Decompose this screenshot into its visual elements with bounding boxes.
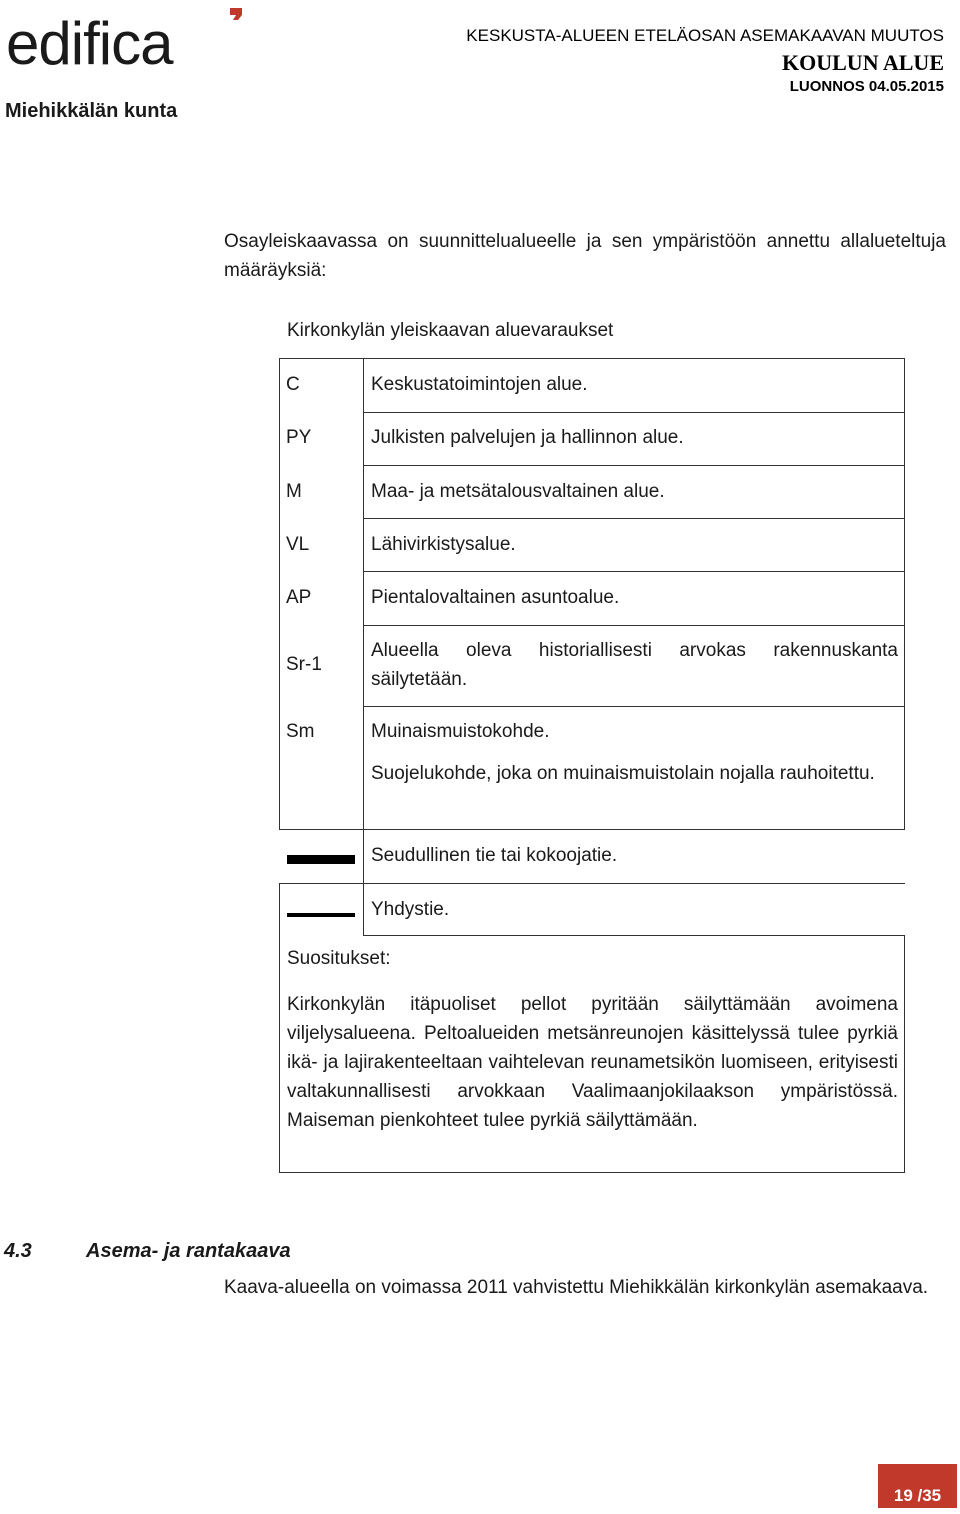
table-row-divider — [363, 625, 905, 626]
table-row-divider — [363, 706, 905, 707]
intro-paragraph: Osayleiskaavassa on suunnittelualueelle ja sen ympäristöön annettu allalueteltuja määräyksiä: — [224, 231, 946, 281]
recommendations-border-left — [279, 935, 280, 1173]
regional-road-symbol — [287, 855, 355, 864]
zone-description: Pientalovaltainen asuntoalue. — [371, 587, 620, 608]
zone-description: Muinaismuistokohde. — [371, 721, 550, 742]
table-row-divider — [279, 829, 905, 830]
zone-code: AP — [286, 587, 312, 608]
table-border-left-lower — [279, 883, 280, 935]
logo-text: edifica — [6, 10, 173, 72]
zone-code: Sr-1 — [286, 654, 322, 675]
zone-code: VL — [286, 534, 310, 555]
table-row-divider — [279, 883, 905, 884]
project-title: KESKUSTA-ALUEEN ETELÄOSAN ASEMAKAAVAN MUUTOS — [466, 26, 944, 45]
table-row-divider — [363, 571, 905, 572]
zone-description: Maa- ja metsätalousvaltainen alue. — [371, 481, 665, 502]
edifica-logo — [6, 6, 246, 72]
zone-code: PY — [286, 427, 312, 448]
page-number: 19 /35 — [893, 1486, 942, 1505]
project-subtitle: KOULUN ALUE — [782, 50, 944, 75]
zone-description: Julkisten palvelujen ja hallinnon alue. — [371, 427, 684, 448]
zone-description: Lähivirkistysalue. — [371, 534, 516, 555]
section-number: 4.3 — [4, 1240, 32, 1262]
road-description: Seudullinen tie tai kokoojatie. — [371, 845, 618, 866]
table-row-divider — [363, 412, 905, 413]
municipality-name: Miehikkälän kunta — [5, 100, 178, 122]
table-column-divider — [363, 358, 364, 936]
recommendations-text: Kirkonkylän itäpuoliset pellot pyritään säilyttämään avoimena viljelysalueena. Peltoalueiden metsänreunojen käsittelyssä tulee pyrkiä ikä- ja lajirakenteeltaan vaihtelevan reunametsikön luomiseen, erityisesti valtakunnallisesti arvokkaan Vaalimaanjokilaakson ympäristössä. Maiseman pienkohteet tulee pyrkiä säilyttämään. — [287, 994, 898, 1131]
table-border-left — [279, 358, 280, 830]
road-description: Yhdystie. — [371, 899, 450, 920]
table-row-divider — [279, 358, 905, 359]
recommendations-label: Suositukset: — [287, 948, 391, 969]
connecting-road-symbol — [287, 913, 355, 917]
table-border-right — [904, 358, 905, 830]
table-row-divider — [363, 465, 905, 466]
zone-description: Keskustatoimintojen alue. — [371, 374, 588, 395]
zone-code: C — [286, 374, 300, 395]
zone-description: Alueella oleva historiallisesti arvokas rakennuskanta säilytetään. — [371, 640, 898, 690]
table-border-bottom — [279, 1172, 905, 1173]
logo-accent-icon — [230, 8, 242, 20]
zone-code: M — [286, 481, 302, 502]
draft-date: LUONNOS 04.05.2015 — [789, 78, 944, 95]
zone-description: Suojelukohde, joka on muinaismuistolain nojalla rauhoitettu. — [371, 763, 875, 784]
section-paragraph: Kaava-alueella on voimassa 2011 vahvistettu Miehikkälän kirkonkylän asemakaava. — [224, 1277, 929, 1298]
table-title: Kirkonkylän yleiskaavan aluevaraukset — [287, 320, 614, 341]
section-title: Asema- ja rantakaava — [86, 1240, 291, 1262]
table-border-right-lower — [904, 935, 905, 1173]
table-row-divider — [363, 518, 905, 519]
table-row-divider — [363, 935, 905, 936]
zone-code: Sm — [286, 721, 315, 742]
